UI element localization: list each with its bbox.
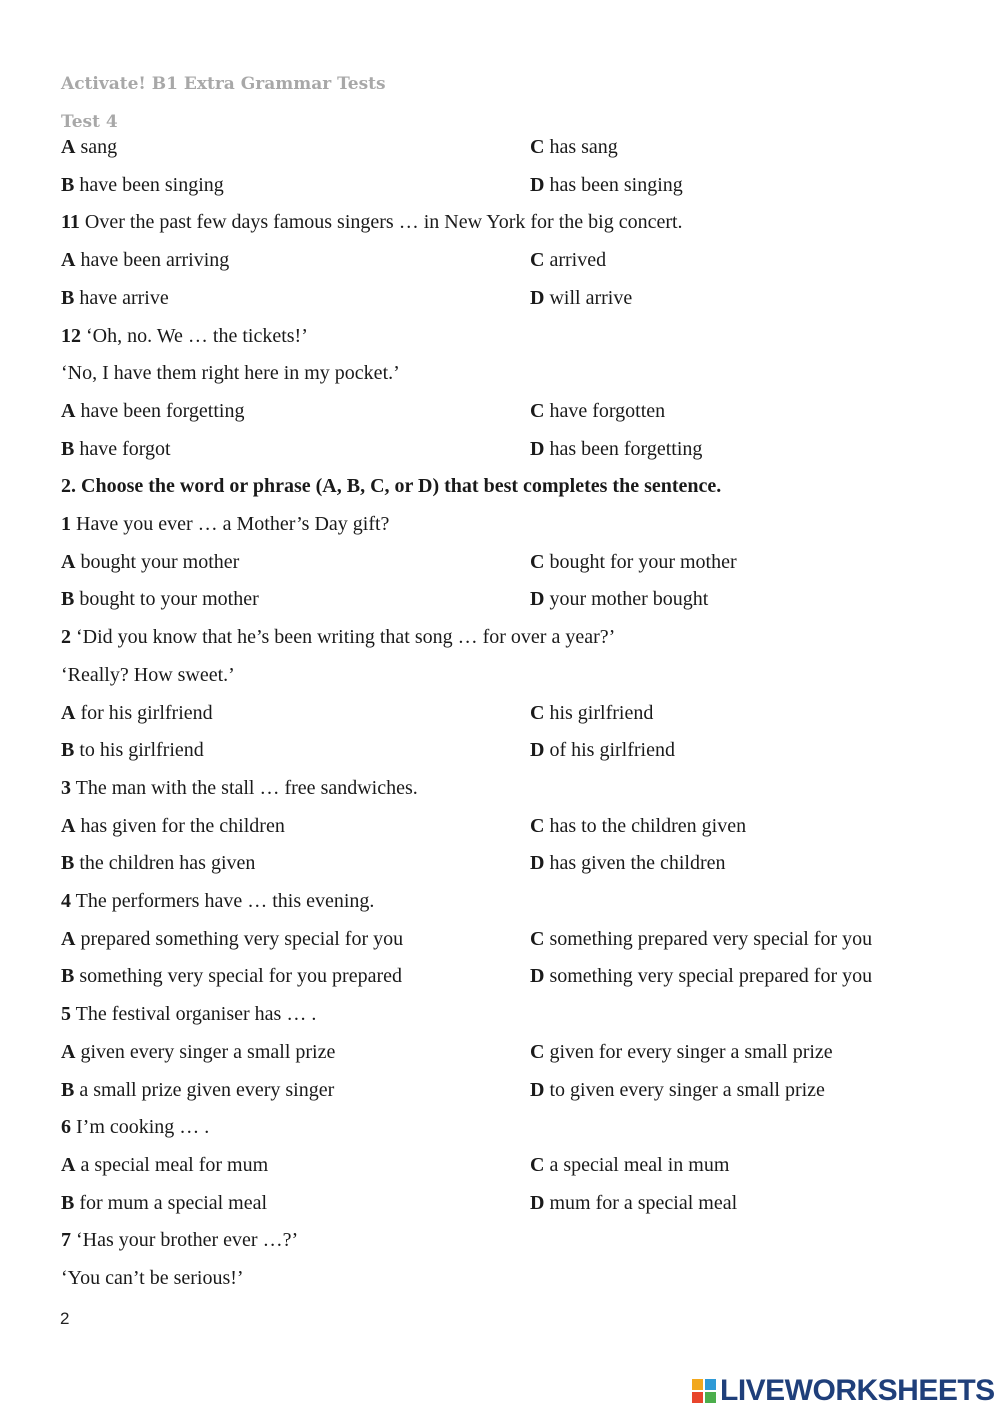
section-heading-text: 2. Choose the word or phrase (A, B, C, or D) that best completes the sentence. xyxy=(61,475,722,497)
option-letter: D xyxy=(530,588,545,610)
answer-option xyxy=(530,1190,737,1216)
option-text: given every singer a small prize xyxy=(80,1041,336,1063)
option-letter: B xyxy=(61,1079,75,1101)
answer-option xyxy=(61,813,285,839)
option-letter: D xyxy=(530,1192,545,1214)
answer-option xyxy=(530,813,746,839)
option-text: has given the children xyxy=(549,852,726,874)
liveworksheets-brand[interactable] xyxy=(692,1374,995,1408)
option-letter: C xyxy=(530,1154,545,1176)
answer-option xyxy=(61,963,402,989)
question xyxy=(61,775,418,801)
logo-square xyxy=(692,1379,703,1390)
question xyxy=(61,209,683,235)
option-letter: A xyxy=(61,136,76,158)
option-text: sang xyxy=(80,136,118,158)
option-text: prepared something very special for you xyxy=(80,928,404,950)
option-letter: A xyxy=(61,928,76,950)
answer-option xyxy=(530,398,665,424)
option-text: has been singing xyxy=(549,174,683,196)
option-text: a small prize given every singer xyxy=(79,1079,335,1101)
option-letter: D xyxy=(530,438,545,460)
question xyxy=(61,624,615,650)
logo-square xyxy=(705,1392,716,1403)
option-text: his girlfriend xyxy=(549,702,654,724)
dialogue-line xyxy=(61,360,400,386)
question xyxy=(61,1001,316,1027)
option-text: bought your mother xyxy=(80,551,240,573)
option-text: a special meal in mum xyxy=(549,1154,730,1176)
liveworksheets-logo-icon xyxy=(692,1379,716,1403)
option-text: bought for your mother xyxy=(549,551,737,573)
answer-option xyxy=(61,1077,334,1103)
section-heading xyxy=(61,473,721,499)
option-text: your mother bought xyxy=(549,588,709,610)
answer-option xyxy=(530,549,737,575)
question-number: 7 xyxy=(61,1229,71,1251)
question xyxy=(61,888,374,914)
question-text: ‘Did you know that he’s been writing that song … for over a year?’ xyxy=(76,626,616,648)
option-letter: D xyxy=(530,1079,545,1101)
option-letter: B xyxy=(61,438,75,460)
page-number: 2 xyxy=(60,1309,70,1328)
dialogue-line xyxy=(61,662,235,688)
option-text: of his girlfriend xyxy=(549,739,675,761)
option-text: has given for the children xyxy=(80,815,285,837)
question-number: 4 xyxy=(61,890,71,912)
answer-option xyxy=(530,737,675,763)
option-text: given for every singer a small prize xyxy=(549,1041,833,1063)
answer-option xyxy=(530,172,683,198)
answer-option xyxy=(61,850,255,876)
answer-option xyxy=(530,850,726,876)
answer-option xyxy=(61,134,117,160)
answer-option xyxy=(61,1039,335,1065)
logo-square xyxy=(705,1379,716,1390)
answer-option xyxy=(530,134,618,160)
option-letter: C xyxy=(530,136,545,158)
dialogue-text: ‘Really? How sweet.’ xyxy=(61,664,235,686)
answer-option xyxy=(530,1152,729,1178)
answer-option xyxy=(61,586,259,612)
question-number: 6 xyxy=(61,1116,71,1138)
option-text: have been arriving xyxy=(80,249,230,271)
answer-option xyxy=(61,549,239,575)
dialogue-text: ‘You can’t be serious!’ xyxy=(61,1267,244,1289)
answer-option xyxy=(61,926,403,952)
option-text: to given every singer a small prize xyxy=(549,1079,825,1101)
question-number: 5 xyxy=(61,1003,71,1025)
option-text: have been forgetting xyxy=(80,400,245,422)
option-letter: A xyxy=(61,551,76,573)
question-number: 3 xyxy=(61,777,71,799)
option-letter: B xyxy=(61,1192,75,1214)
answer-option xyxy=(61,247,229,273)
option-text: something very special prepared for you xyxy=(549,965,873,987)
answer-option xyxy=(61,172,224,198)
option-text: for mum a special meal xyxy=(79,1192,268,1214)
option-text: something prepared very special for you xyxy=(549,928,873,950)
option-text: have been singing xyxy=(79,174,224,196)
option-letter: C xyxy=(530,928,545,950)
answer-option xyxy=(61,737,204,763)
question-number: 1 xyxy=(61,513,71,535)
option-letter: B xyxy=(61,852,75,874)
option-letter: C xyxy=(530,702,545,724)
question-number: 11 xyxy=(61,211,80,233)
option-letter: D xyxy=(530,174,545,196)
question-number: 2 xyxy=(61,626,71,648)
option-letter: C xyxy=(530,1041,545,1063)
question xyxy=(61,323,308,349)
option-letter: B xyxy=(61,287,75,309)
option-letter: A xyxy=(61,249,76,271)
question xyxy=(61,1227,298,1253)
answer-option xyxy=(61,1190,267,1216)
option-letter: A xyxy=(61,815,76,837)
logo-square xyxy=(692,1392,703,1403)
option-letter: A xyxy=(61,400,76,422)
option-letter: C xyxy=(530,249,545,271)
answer-option xyxy=(61,436,171,462)
option-letter: B xyxy=(61,588,75,610)
answer-option xyxy=(61,700,213,726)
option-text: for his girlfriend xyxy=(80,702,213,724)
option-text: bought to your mother xyxy=(79,588,259,610)
answer-option xyxy=(61,398,244,424)
answer-option xyxy=(530,1039,833,1065)
brand-name: LIVEWORKSHEETS xyxy=(720,1374,995,1407)
answer-option xyxy=(530,436,702,462)
option-text: a special meal for mum xyxy=(80,1154,269,1176)
question xyxy=(61,511,389,537)
question-text: Have you ever … a Mother’s Day gift? xyxy=(76,513,390,535)
answer-option xyxy=(530,285,632,311)
option-letter: D xyxy=(530,287,545,309)
question-number: 12 xyxy=(61,325,81,347)
question-text: I’m cooking … . xyxy=(76,1116,210,1138)
answer-option xyxy=(530,247,606,273)
question xyxy=(61,1114,209,1140)
question-text: The man with the stall … free sandwiches. xyxy=(75,777,418,799)
option-text: will arrive xyxy=(549,287,633,309)
document-title: Activate! B1 Extra Grammar Tests xyxy=(61,74,386,94)
option-letter: B xyxy=(61,965,75,987)
answer-option xyxy=(530,700,653,726)
option-letter: D xyxy=(530,739,545,761)
option-text: the children has given xyxy=(79,852,256,874)
option-letter: A xyxy=(61,1154,76,1176)
dialogue-line xyxy=(61,1265,244,1291)
answer-option xyxy=(530,586,708,612)
option-letter: C xyxy=(530,815,545,837)
answer-option xyxy=(530,963,872,989)
question-text: The performers have … this evening. xyxy=(75,890,375,912)
option-text: have forgot xyxy=(79,438,171,460)
answer-option xyxy=(530,926,872,952)
option-text: arrived xyxy=(549,249,607,271)
question-text: Over the past few days famous singers … in New York for the big concert. xyxy=(84,211,683,233)
test-label: Test 4 xyxy=(61,112,118,132)
option-letter: D xyxy=(530,852,545,874)
option-letter: B xyxy=(61,739,75,761)
option-text: has sang xyxy=(549,136,618,158)
question-text: The festival organiser has … . xyxy=(75,1003,317,1025)
option-text: mum for a special meal xyxy=(549,1192,738,1214)
option-letter: C xyxy=(530,400,545,422)
option-letter: C xyxy=(530,551,545,573)
option-text: have forgotten xyxy=(549,400,666,422)
option-text: to his girlfriend xyxy=(79,739,204,761)
answer-option xyxy=(530,1077,825,1103)
option-letter: B xyxy=(61,174,75,196)
option-text: have arrive xyxy=(79,287,169,309)
question-text: ‘Has your brother ever …?’ xyxy=(76,1229,299,1251)
answer-option xyxy=(61,285,169,311)
question-text: ‘Oh, no. We … the tickets!’ xyxy=(86,325,308,347)
dialogue-text: ‘No, I have them right here in my pocket.’ xyxy=(61,362,400,384)
option-text: has been forgetting xyxy=(549,438,703,460)
option-letter: D xyxy=(530,965,545,987)
answer-option xyxy=(61,1152,268,1178)
option-text: something very special for you prepared xyxy=(79,965,403,987)
option-text: has to the children given xyxy=(549,815,747,837)
option-letter: A xyxy=(61,1041,76,1063)
option-letter: A xyxy=(61,702,76,724)
